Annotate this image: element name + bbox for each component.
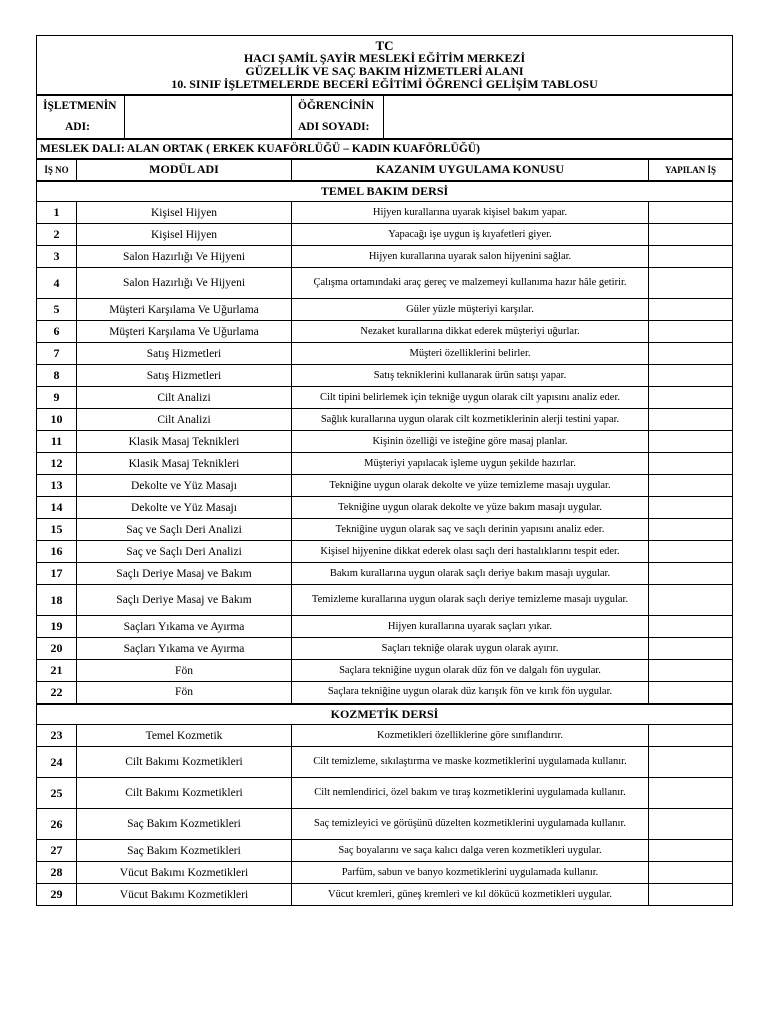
table-row [37,475,733,497]
row-outcome: Tekniğine uygun olarak dekolte ve yüze bakım masajı uygular. [292,497,649,519]
table-row [37,725,733,747]
table-row [37,809,733,840]
row-outcome: Vücut kremleri, güneş kremleri ve kıl dökücü kozmetikleri uygular. [292,884,649,906]
column-header-module: MODÜL ADI [77,159,292,181]
column-header-done: YAPILAN İŞ [649,159,733,181]
document-title [37,36,733,95]
row-outcome: Sağlık kurallarına uygun olarak cilt kozmetiklerinin alerji testini yapar. [292,409,649,431]
row-number: 18 [37,585,77,616]
title-line-1: TC [375,37,394,53]
table-row [37,682,733,704]
row-done-field[interactable] [649,616,733,638]
row-module-name: Salon Hazırlığı Ve Hijyeni [77,268,292,299]
table-row [37,563,733,585]
row-number: 11 [37,431,77,453]
student-name-field[interactable] [384,96,732,138]
section-header-row [37,704,733,725]
row-module-name: Müşteri Karşılama Ve Uğurlama [77,299,292,321]
row-module-name: Cilt Analizi [77,409,292,431]
row-outcome: Tekniğine uygun olarak dekolte ve yüze temizleme masajı uygular. [292,475,649,497]
row-module-name: Salon Hazırlığı Ve Hijyeni [77,246,292,268]
row-outcome: Kişisel hijyenine dikkat ederek olası saçlı deri hastalıklarını tespit eder. [292,541,649,563]
table-row [37,365,733,387]
row-module-name: Saç Bakım Kozmetikleri [77,809,292,840]
row-outcome: Kişinin özelliği ve isteğine göre masaj planlar. [292,431,649,453]
row-number: 5 [37,299,77,321]
row-module-name: Kişisel Hijyen [77,224,292,246]
table-row [37,321,733,343]
row-module-name: Fön [77,682,292,704]
row-number: 6 [37,321,77,343]
row-module-name: Dekolte ve Yüz Masajı [77,475,292,497]
row-module-name: Klasik Masaj Teknikleri [77,431,292,453]
row-done-field[interactable] [649,299,733,321]
row-number: 28 [37,862,77,884]
row-number: 20 [37,638,77,660]
row-outcome: Müşteriyi yapılacak işleme uygun şekilde hazırlar. [292,453,649,475]
row-done-field[interactable] [649,246,733,268]
row-number: 17 [37,563,77,585]
branch-label: MESLEK DALI: ALAN ORTAK ( ERKEK KUAFÖRLÜĞÜ – KADIN KUAFÖRLÜĞÜ) [37,139,733,159]
student-label-line2: ADI SOYADI: [298,120,370,133]
row-outcome: Güler yüzle müşteriyi karşılar. [292,299,649,321]
business-label-box [37,96,125,138]
row-outcome: Nezaket kurallarına dikkat ederek müşteriyi uğurlar. [292,321,649,343]
table-row [37,519,733,541]
row-number: 21 [37,660,77,682]
table-row [37,453,733,475]
row-done-field[interactable] [649,884,733,906]
row-module-name: Cilt Analizi [77,387,292,409]
row-module-name: Vücut Bakımı Kozmetikleri [77,862,292,884]
row-done-field[interactable] [649,268,733,299]
row-module-name: Satış Hizmetleri [77,343,292,365]
row-module-name: Cilt Bakımı Kozmetikleri [77,778,292,809]
table-row [37,268,733,299]
row-outcome: Yapacağı işe uygun iş kıyafetleri giyer. [292,224,649,246]
row-module-name: Cilt Bakımı Kozmetikleri [77,747,292,778]
row-outcome: Cilt temizleme, sıkılaştırma ve maske kozmetiklerini uygulamada kullanır. [292,747,649,778]
row-outcome: Parfüm, sabun ve banyo kozmetiklerini uygulamada kullanır. [292,862,649,884]
table-row [37,497,733,519]
row-module-name: Saçlı Deriye Masaj ve Bakım [77,585,292,616]
row-done-field[interactable] [649,660,733,682]
row-done-field[interactable] [649,585,733,616]
table-row [37,616,733,638]
column-header-no: İŞ NO [37,159,77,181]
table-row [37,862,733,884]
row-done-field[interactable] [649,387,733,409]
section-title: KOZMETİK DERSİ [37,704,733,725]
student-cell [292,95,733,139]
table-row [37,840,733,862]
row-outcome: Temizleme kurallarına uygun olarak saçlı deriye temizleme masajı uygular. [292,585,649,616]
table-row [37,660,733,682]
table-row [37,343,733,365]
row-module-name: Saçları Yıkama ve Ayırma [77,616,292,638]
row-done-field[interactable] [649,497,733,519]
row-number: 9 [37,387,77,409]
row-number: 15 [37,519,77,541]
row-outcome: Hijyen kurallarına uyarak kişisel bakım yapar. [292,202,649,224]
table-row [37,638,733,660]
row-number: 29 [37,884,77,906]
row-outcome: Hijyen kurallarına uyarak salon hijyenini sağlar. [292,246,649,268]
title-line-4: 10. SINIF İŞLETMELERDE BECERİ EĞİTİMİ ÖĞRENCİ GELİŞİM TABLOSU [171,76,598,91]
business-name-field[interactable] [125,96,291,138]
row-number: 7 [37,343,77,365]
student-label-line1: ÖĞRENCİNİN [298,99,375,112]
table-row [37,299,733,321]
row-done-field[interactable] [649,519,733,541]
business-label-line2: ADI: [65,120,90,133]
row-outcome: Bakım kurallarına uygun olarak saçlı deriye bakım masajı uygular. [292,563,649,585]
table-row [37,224,733,246]
row-module-name: Müşteri Karşılama Ve Uğurlama [77,321,292,343]
row-module-name: Saç Bakım Kozmetikleri [77,840,292,862]
row-done-field[interactable] [649,431,733,453]
table-row [37,431,733,453]
development-table-document [36,35,732,906]
row-module-name: Saç ve Saçlı Deri Analizi [77,519,292,541]
row-done-field[interactable] [649,202,733,224]
row-number: 19 [37,616,77,638]
row-outcome: Saçlara tekniğine uygun olarak düz karışık fön ve kırık fön uygular. [292,682,649,704]
table-row [37,884,733,906]
row-number: 1 [37,202,77,224]
row-done-field[interactable] [649,682,733,704]
row-number: 22 [37,682,77,704]
section-title: TEMEL BAKIM DERSİ [37,181,733,202]
row-done-field[interactable] [649,725,733,747]
row-done-field[interactable] [649,563,733,585]
table-row [37,387,733,409]
row-outcome: Cilt tipini belirlemek için tekniğe uygun olarak cilt yapısını analiz eder. [292,387,649,409]
row-number: 26 [37,809,77,840]
row-number: 8 [37,365,77,387]
row-number: 12 [37,453,77,475]
table-row [37,747,733,778]
row-number: 16 [37,541,77,563]
row-outcome: Saç temizleyici ve görüşünü düzelten kozmetiklerini uygulamada kullanır. [292,809,649,840]
row-outcome: Tekniğine uygun olarak saç ve saçlı derinin yapısını analiz eder. [292,519,649,541]
row-done-field[interactable] [649,475,733,497]
row-module-name: Saçlı Deriye Masaj ve Bakım [77,563,292,585]
row-number: 3 [37,246,77,268]
row-module-name: Saçları Yıkama ve Ayırma [77,638,292,660]
row-outcome: Kozmetikleri özelliklerine göre sınıflandırır. [292,725,649,747]
table-row [37,202,733,224]
row-outcome: Çalışma ortamındaki araç gereç ve malzemeyi kullanıma hazır hâle getirir. [292,268,649,299]
row-outcome: Hijyen kurallarına uyarak saçları yıkar. [292,616,649,638]
info-row [37,95,733,139]
row-number: 23 [37,725,77,747]
row-number: 13 [37,475,77,497]
column-header-outcome: KAZANIM UYGULAMA KONUSU [292,159,649,181]
row-module-name: Dekolte ve Yüz Masajı [77,497,292,519]
table-row [37,409,733,431]
row-module-name: Fön [77,660,292,682]
row-outcome: Satış tekniklerini kullanarak ürün satışı yapar. [292,365,649,387]
row-outcome: Saçlara tekniğine uygun olarak düz fön ve dalgalı fön uygular. [292,660,649,682]
row-number: 14 [37,497,77,519]
row-done-field[interactable] [649,365,733,387]
table-row [37,778,733,809]
row-outcome: Saçları tekniğe olarak uygun olarak ayırır. [292,638,649,660]
table-row [37,541,733,563]
row-done-field[interactable] [649,862,733,884]
title-line-2: HACI ŞAMİL ŞAYİR MESLEKİ EĞİTİM MERKEZİ [243,50,526,65]
row-outcome: Cilt nemlendirici, özel bakım ve tıraş kozmetiklerini uygulamada kullanır. [292,778,649,809]
row-module-name: Kişisel Hijyen [77,202,292,224]
row-number: 10 [37,409,77,431]
row-module-name: Saç ve Saçlı Deri Analizi [77,541,292,563]
row-done-field[interactable] [649,778,733,809]
title-line-3: GÜZELLİK VE SAÇ BAKIM HİZMETLERİ ALANI [245,63,524,78]
row-module-name: Temel Kozmetik [77,725,292,747]
section-header-row [37,181,733,202]
business-label-line1: İŞLETMENİN [43,99,117,112]
table-row [37,246,733,268]
row-module-name: Satış Hizmetleri [77,365,292,387]
row-done-field[interactable] [649,809,733,840]
row-number: 25 [37,778,77,809]
row-done-field[interactable] [649,541,733,563]
column-header-row [37,159,733,181]
row-number: 27 [37,840,77,862]
row-number: 2 [37,224,77,246]
row-outcome: Müşteri özelliklerini belirler. [292,343,649,365]
row-done-field[interactable] [649,638,733,660]
row-done-field[interactable] [649,453,733,475]
row-done-field[interactable] [649,840,733,862]
row-number: 24 [37,747,77,778]
business-label [37,95,292,139]
row-module-name: Klasik Masaj Teknikleri [77,453,292,475]
row-done-field[interactable] [649,224,733,246]
table-row [37,585,733,616]
row-done-field[interactable] [649,321,733,343]
row-done-field[interactable] [649,747,733,778]
row-done-field[interactable] [649,409,733,431]
row-module-name: Vücut Bakımı Kozmetikleri [77,884,292,906]
student-label-box [292,96,384,138]
development-table [36,35,733,906]
row-done-field[interactable] [649,343,733,365]
row-number: 4 [37,268,77,299]
row-outcome: Saç boyalarını ve saça kalıcı dalga veren kozmetikleri uygular. [292,840,649,862]
